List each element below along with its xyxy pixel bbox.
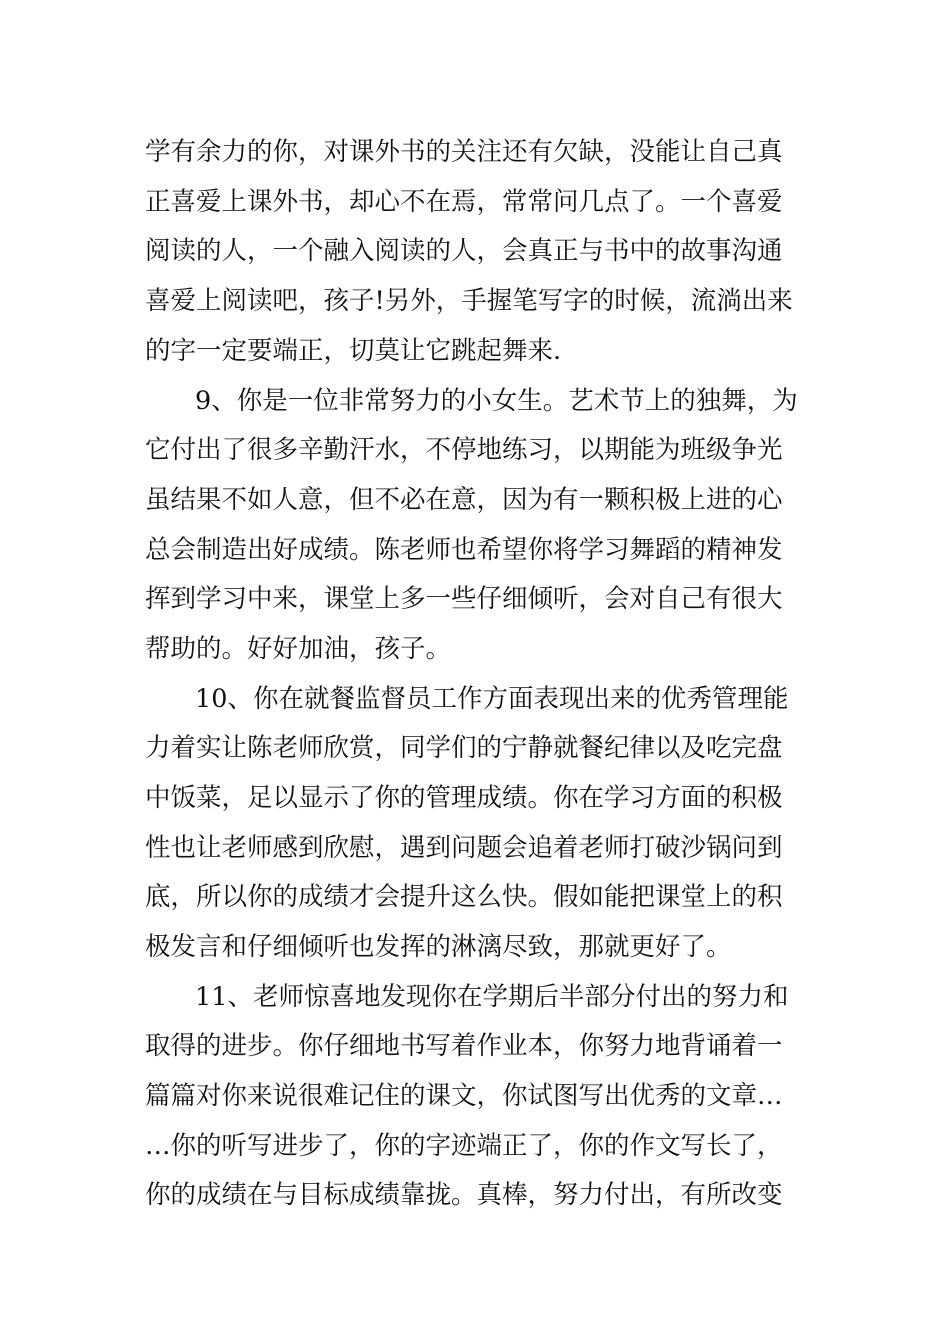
text-line: 极发言和仔细倾听也发挥的淋漓尽致，那就更好了。 xyxy=(145,932,732,962)
text-line: 性也让老师感到欣慰，遇到问题会追着老师打破沙锅问到 xyxy=(145,833,783,863)
text-line: 力着实让陈老师欣赏，同学们的宁静就餐纪律以及吃完盘 xyxy=(145,733,783,763)
text-line: 你的成绩在与目标成绩靠拢。真棒，努力付出，有所改变 xyxy=(145,1180,783,1210)
text-line: 阅读的人，一个融入阅读的人，会真正与书中的故事沟通 xyxy=(145,236,783,266)
text-line: 学有余力的你，对课外书的关注还有欠缺，没能让自己真 xyxy=(145,137,783,167)
paragraph-9-start: 9、你是一位非常努力的小女生。艺术节上的独舞，为 xyxy=(195,386,798,416)
text-line: 底，所以你的成绩才会提升这么快。假如能把课堂上的积 xyxy=(145,882,783,912)
text-line: 的字一定要端正，切莫让它跳起舞来. xyxy=(145,336,562,366)
text-line: 帮助的。好好加油，孩子。 xyxy=(145,634,452,664)
text-line: 喜爱上阅读吧，孩子!另外，手握笔写字的时候，流淌出来 xyxy=(145,286,793,316)
text-line: 取得的进步。你仔细地书写着作业本，你努力地背诵着一 xyxy=(145,1031,783,1061)
text-line: 它付出了很多辛勤汗水，不停地练习，以期能为班级争光 xyxy=(145,435,783,465)
text-line: 正喜爱上课外书，却心不在焉，常常问几点了。一个喜爱 xyxy=(145,187,783,217)
text-line: 挥到学习中来，课堂上多一些仔细倾听，会对自己有很大 xyxy=(145,584,783,614)
text-line: 中饭菜，足以显示了你的管理成绩。你在学习方面的积极 xyxy=(145,783,783,813)
text-line: 总会制造出好成绩。陈老师也希望你将学习舞蹈的精神发 xyxy=(145,535,783,565)
paragraph-11-start: 11、老师惊喜地发现你在学期后半部分付出的努力和 xyxy=(195,982,789,1012)
text-line: …你的听写进步了，你的字迹端正了，你的作文写长了， xyxy=(145,1131,783,1161)
paragraph-10-start: 10、你在就餐监督员工作方面表现出来的优秀管理能 xyxy=(195,684,789,714)
text-line: 篇篇对你来说很难记住的课文，你试图写出优秀的文章… xyxy=(145,1081,783,1111)
text-line: 虽结果不如人意，但不必在意，因为有一颗积极上进的心 xyxy=(145,485,783,515)
